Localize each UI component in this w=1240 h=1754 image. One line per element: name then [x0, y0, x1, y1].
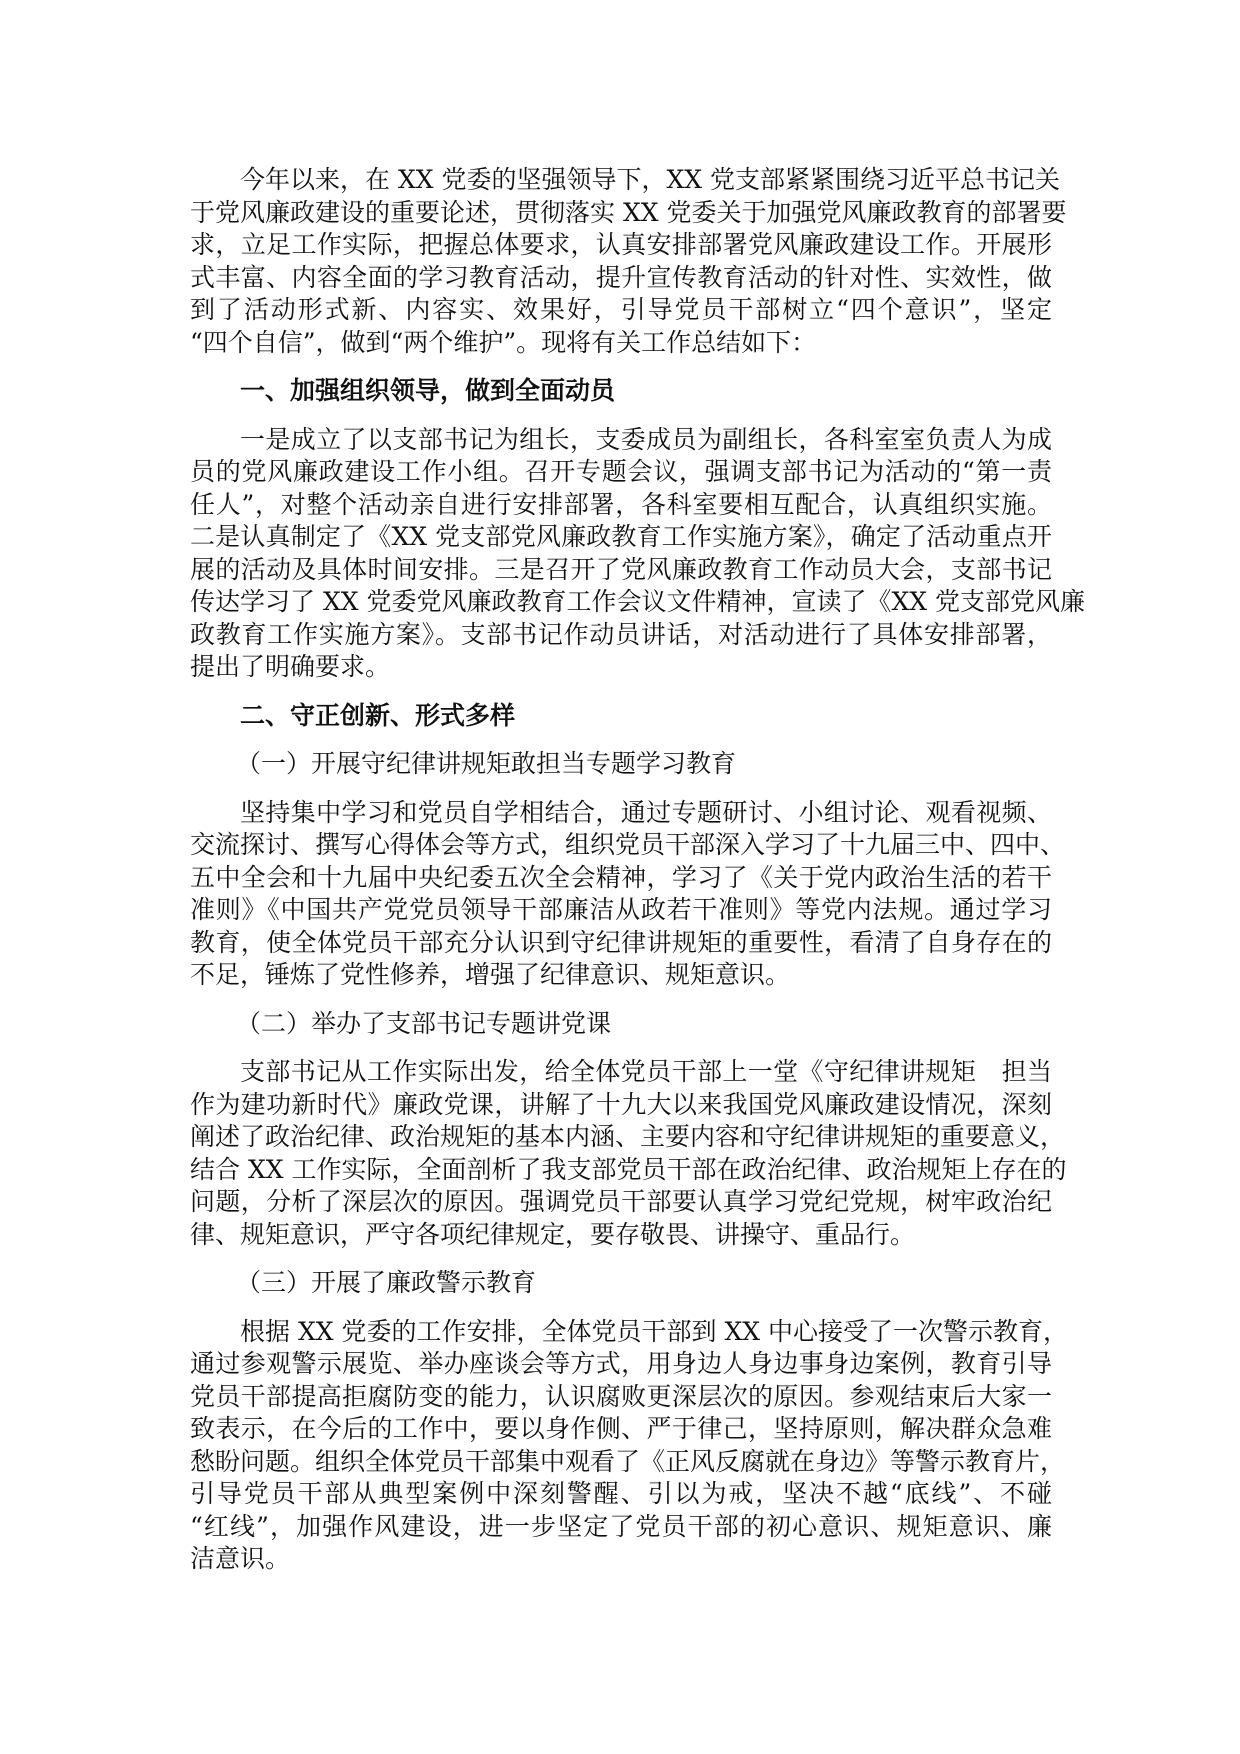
paragraph-line: 阐述了政治纪律、政治规矩的基本内涵、主要内容和守纪律讲规矩的重要意义，: [190, 1122, 1066, 1151]
body-paragraph: [190, 424, 1086, 684]
paragraph-line: 引导党员干部从典型案例中深刻警醒、引以为戒，坚决不越“底线”、不碰: [190, 1479, 1052, 1508]
paragraph-line: 党员干部提高拒腐防变的能力，认识腐败更深层次的原因。参观结束后大家一: [190, 1381, 1052, 1411]
paragraph-line: 式丰富、内容全面的学习教育活动，提升宣传教育活动的针对性、实效性，做: [190, 262, 1052, 292]
paragraph-line: 作为建功新时代》廉政党课，讲解了十九大以来我国党风廉政建设情况，深刻: [190, 1089, 1052, 1119]
paragraph-line: 五中全会和十九届中央纪委五次全会精神，学习了《关于党内政治生活的若干: [190, 862, 1052, 892]
paragraph-line: 传达学习了 XX 党委党风廉政教育工作会议文件精神，宣读了《XX 党支部党风廉: [190, 587, 1086, 616]
paragraph-line: 坚持集中学习和党员自学相结合，通过专题研讨、小组讨论、观看视频、: [240, 797, 1052, 827]
subsection-heading: （一）开展守纪律讲规矩敢担当专题学习教育: [236, 749, 737, 778]
paragraph-line: 根据 XX 党委的工作安排，全体党员干部到 XX 中心接受了一次警示教育，: [240, 1316, 1068, 1346]
paragraph-line: 律、规矩意识，严守各项纪律规定，要存敬畏、讲操守、重品行。: [190, 1219, 916, 1249]
paragraph-line: 结合 XX 工作实际，全面剖析了我支部党员干部在政治纪律、政治规矩上存在的: [190, 1154, 1067, 1184]
paragraph-line: 二是认真制定了《XX 党支部党风廉政教育工作实施方案》，确定了活动重点开: [190, 522, 1052, 551]
paragraph-line: 政教育工作实施方案》。支部书记作动员讲话，对活动进行了具体安排部署，: [190, 619, 1052, 649]
paragraph-line: “红线”，加强作风建设，进一步坚定了党员干部的初心意识、规矩意识、廉: [190, 1511, 1052, 1541]
paragraph-line: 致表示，在今后的工作中，要以身作侧、严于律己，坚持原则，解决群众急难: [190, 1414, 1052, 1443]
paragraph-line: 准则》《中国共产党党员领导干部廉洁从政若干准则》等党内法规。通过学习: [190, 895, 1052, 924]
section-heading: 二、守正创新、形式多样: [240, 700, 516, 730]
paragraph-line: 洁意识。: [190, 1544, 291, 1573]
subsection-heading: （二）举办了支部书记专题讲党课: [236, 1008, 612, 1038]
paragraph-line: 教育，使全体党员干部充分认识到守纪律讲规矩的重要性，看清了自身存在的: [190, 927, 1052, 957]
body-paragraph: [190, 797, 1066, 992]
paragraph-line: 交流探讨、撰写心得体会等方式，组织党员干部深入学习了十九届三中、四中、: [190, 830, 1066, 859]
paragraph-line: 支部书记从工作实际出发，给全体党员干部上一堂《守纪律讲规矩 担当: [240, 1057, 1052, 1086]
paragraph-line: 到了活动形式新、内容实、效果好，引导党员干部树立“四个意识”，坚定: [190, 295, 1052, 324]
paragraph-line: 求，立足工作实际，把握总体要求，认真安排部署党风廉政建设工作。开展形: [190, 230, 1052, 259]
paragraph-line: 提出了明确要求。: [190, 652, 391, 681]
section-heading: 一、加强组织领导，做到全面动员: [240, 376, 616, 405]
paragraph-line: 不足，锤炼了党性修养，增强了纪律意识、规矩意识。: [190, 960, 791, 989]
paragraph-line: 员的党风廉政建设工作小组。召开专题会议，强调支部书记为活动的“第一责: [190, 457, 1052, 486]
paragraph-line: 今年以来，在 XX 党委的坚强领导下，XX 党支部紧紧围绕习近平总书记关: [240, 165, 1061, 194]
paragraph-line: 展的活动及具体时间安排。三是召开了党风廉政教育工作动员大会，支部书记: [190, 554, 1052, 584]
paragraph-line: 问题，分析了深层次的原因。强调党员干部要认真学习党纪党规，树牢政治纪: [190, 1187, 1052, 1216]
paragraph-line: 通过参观警示展览、举办座谈会等方式，用身边人身边事身边案例，教育引导: [190, 1349, 1052, 1378]
paragraph-line: 愁盼问题。组织全体党员干部集中观看了《正风反腐就在身边》等警示教育片，: [190, 1446, 1066, 1476]
paragraph-line: 一是成立了以支部书记为组长，支委成员为副组长，各科室室负责人为成: [240, 424, 1052, 454]
paragraph-line: 于党风廉政建设的重要论述，贯彻落实 XX 党委关于加强党风廉政教育的部署要: [190, 197, 1067, 227]
document-page: [190, 164, 1086, 1576]
body-paragraph: [190, 1056, 1067, 1251]
paragraph-line: “四个自信”，做到“两个维护”。现将有关工作总结如下：: [190, 327, 817, 357]
body-paragraph: [190, 164, 1067, 359]
paragraph-line: 任人”，对整个活动亲自进行安排部署，各科室要相互配合，认真组织实施。: [190, 489, 1052, 519]
subsection-heading: （三）开展了廉政警示教育: [236, 1268, 537, 1297]
body-paragraph: [190, 1316, 1068, 1576]
